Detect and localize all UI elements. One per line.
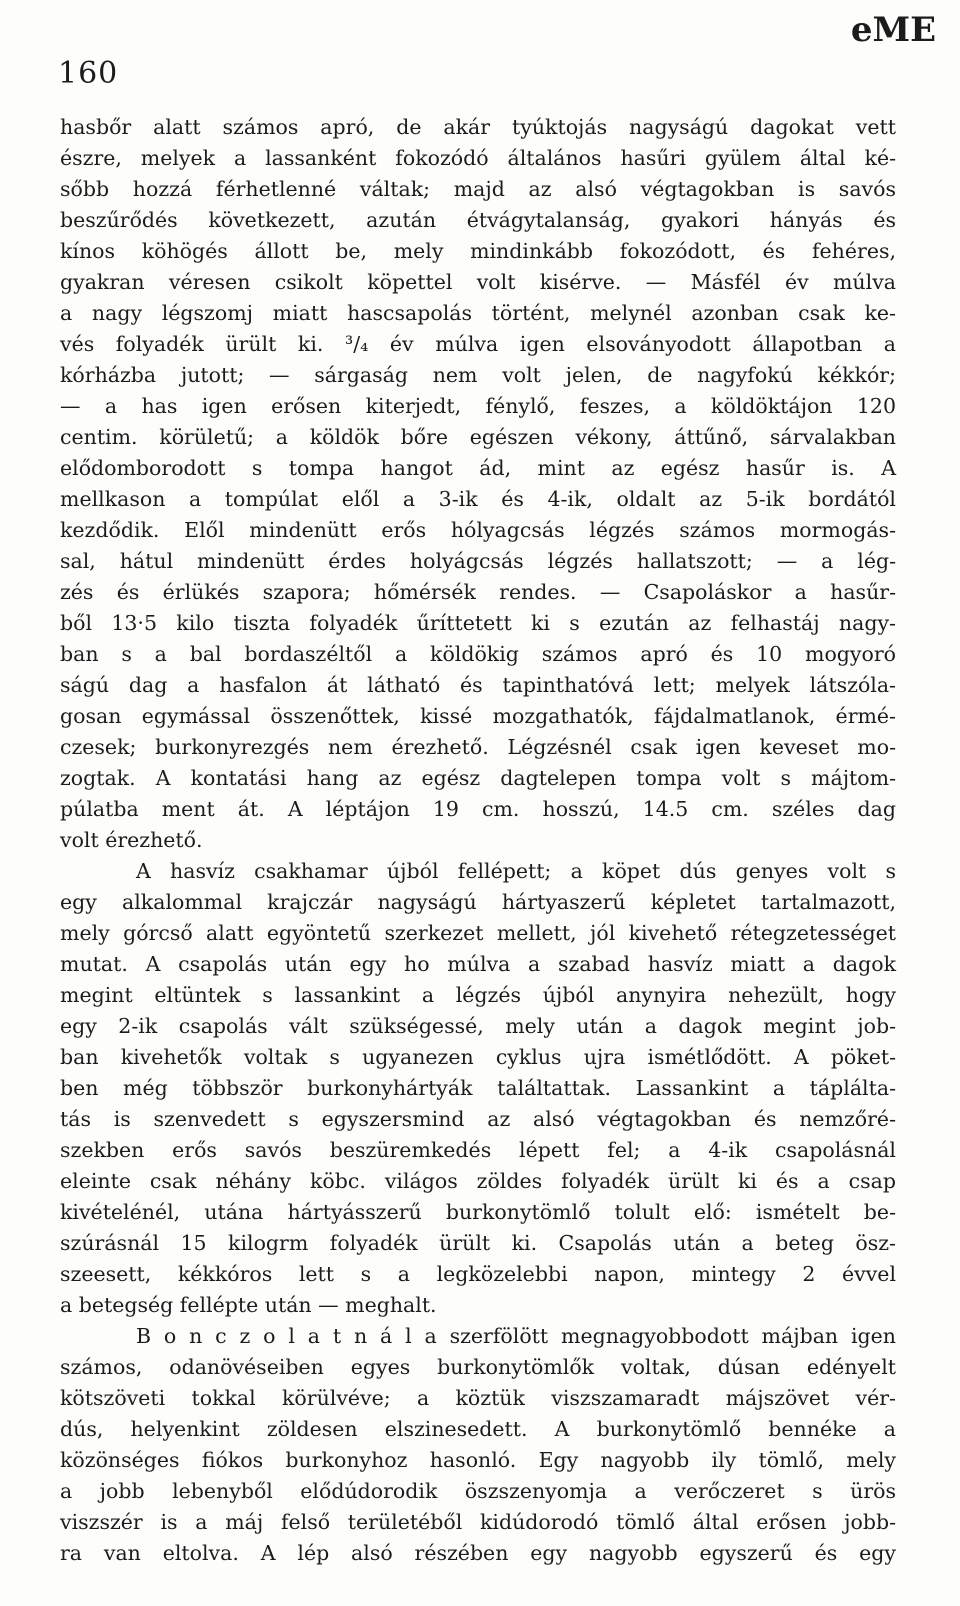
text-line: a betegség fellépte után — meghalt. [60, 1293, 437, 1317]
text-line: a jobb lebenyből elődúdorodik öszszenyomja a verőczeret s ürös [60, 1479, 896, 1503]
text-line: dús, helyenkint zöldesen elszinesedett. A burkonytömlő bennéke a [60, 1417, 896, 1441]
text-line: észre, melyek a lassanként fokozódó általános hasűri gyülem által ké- [60, 146, 896, 170]
text-line: ra van eltolva. A lép alsó részében egy nagyobb egyszerű és egy [60, 1541, 896, 1565]
text-line: szúrásnál 15 kilogrm folyadék ürült ki. Csapolás után a beteg ösz- [60, 1231, 896, 1255]
text-line: vés folyadék ürült ki. ³/₄ év múlva igen elsoványodott állapotban a [60, 332, 896, 356]
text-line: szeesett, kékkóros lett s a legközelebbi napon, mintegy 2 évvel [60, 1262, 896, 1286]
text-line: kezdődik. Elől mindenütt erős hólyagcsás légzés számos mormogás- [60, 518, 896, 542]
text-line: közönséges fiókos burkonyhoz hasonló. Egy nagyobb ily tömlő, mely [60, 1448, 896, 1472]
text-line: centim. körületű; a köldök bőre egészen vékony, áttűnő, sárvalakban [60, 425, 896, 449]
text-line: — a has igen erősen kiterjedt, fénylő, feszes, a köldöktájon 120 [60, 394, 896, 418]
publisher-logo: eME [850, 10, 936, 50]
text-line: ban s a bal bordaszéltől a köldökig számos apró és 10 mogyoró [60, 642, 896, 666]
text-line: sal, hátul mindenütt érdes holyágcsás légzés hallatszott; — a lég- [60, 549, 896, 573]
text-line: egy 2-ik csapolás vált szükségessé, mely után a dagok megint job- [60, 1014, 896, 1038]
text-line: viszszér is a máj felső területéből kidúdorodó tömlő által erősen jobb- [60, 1510, 896, 1534]
text-line: mellkason a tompúlat elől a 3-ik és 4-ik, oldalt az 5-ik bordától [60, 487, 896, 511]
text-line: czesek; burkonyrezgés nem érezhető. Légzésnél csak igen keveset mo- [60, 735, 896, 759]
text-line: mutat. A csapolás után egy ho múlva a szabad hasvíz miatt a dagok [60, 952, 896, 976]
text-line: gyakran véresen csikolt köpettel volt kisérve. — Másfél év múlva [60, 270, 896, 294]
text-line: elődomborodott s tompa hangot ád, mint az egész hasűr is. A [60, 456, 896, 480]
text-line: a nagy légszomj miatt hascsapolás történt, melynél azonban csak ke- [60, 301, 896, 325]
text-line: volt érezhető. [60, 828, 203, 852]
text-line: kórházba jutott; — sárgaság nem volt jelen, de nagyfokú kékkór; [60, 363, 896, 387]
text-line: A hasvíz csakhamar újból fellépett; a köpet dús genyes volt s [136, 859, 896, 883]
text-line: ban kivehetők voltak s ugyanezen cyklus ujra ismétlődött. A pöket- [60, 1045, 896, 1069]
text-line: ből 13·5 kilo tiszta folyadék űríttetett ki s ezután az felhastáj nagy- [60, 611, 896, 635]
text-line: ben még többször burkonyhártyák találtattak. Lassankint a táplálta- [60, 1076, 896, 1100]
text-line: megint eltüntek s lassankint a légzés újból anynyira nehezült, hogy [60, 983, 896, 1007]
text-line: egy alkalommal krajczár nagyságú hártyaszerű képletet tartalmazott, [60, 890, 896, 914]
text-line: ságú dag a hasfalon át látható és tapinthatóvá lett; melyek látszóla- [60, 673, 896, 697]
text-line: sőbb hozzá férhetlenné váltak; majd az alsó végtagokban is savós [60, 177, 896, 201]
text-line: beszűrődés következett, azután étvágytalanság, gyakori hányás és [60, 208, 896, 232]
text-line: mely górcső alatt egyöntetű szerkezet mellett, jól kivehető rétegzetességet [60, 921, 896, 945]
text-line: számos, odanövéseiben egyes burkonytömlők voltak, dúsan edényelt [60, 1355, 896, 1379]
body-text [60, 112, 896, 1569]
text-line: eleinte csak néhány köbc. világos zöldes folyadék ürült ki és a csap [60, 1169, 896, 1193]
text-line: szekben erős savós beszüremkedés lépett fel; a 4-ik csapolásnál [60, 1138, 896, 1162]
text-line: B o n c z o l a t n á l a szerfölött megnagyobbodott májban igen [136, 1324, 896, 1348]
page-number: 160 [58, 56, 119, 91]
text-line: kínos köhögés állott be, mely mindinkább fokozódott, és fehéres, [60, 239, 896, 263]
text-line: púlatba ment át. A léptájon 19 cm. hosszú, 14.5 cm. széles dag [60, 797, 896, 821]
text-line: kötszöveti tokkal körülvéve; a köztük viszszamaradt májszövet vér- [60, 1386, 896, 1410]
text-line: kivételénél, utána hártyásszerű burkonytömlő tolult elő: ismételt be- [60, 1200, 896, 1224]
text-line: zés és érlükés szapora; hőmérsék rendes. — Csapoláskor a hasűr- [60, 580, 896, 604]
text-line: tás is szenvedett s egyszersmind az alsó végtagokban és nemzőré- [60, 1107, 896, 1131]
text-line: zogtak. A kontatási hang az egész dagtelepen tompa volt s májtom- [60, 766, 896, 790]
text-line: hasbőr alatt számos apró, de akár tyúktojás nagyságú dagokat vett [60, 115, 896, 139]
text-line: gosan egymással összenőttek, kissé mozgathatók, fájdalmatlanok, érmé- [60, 704, 896, 728]
